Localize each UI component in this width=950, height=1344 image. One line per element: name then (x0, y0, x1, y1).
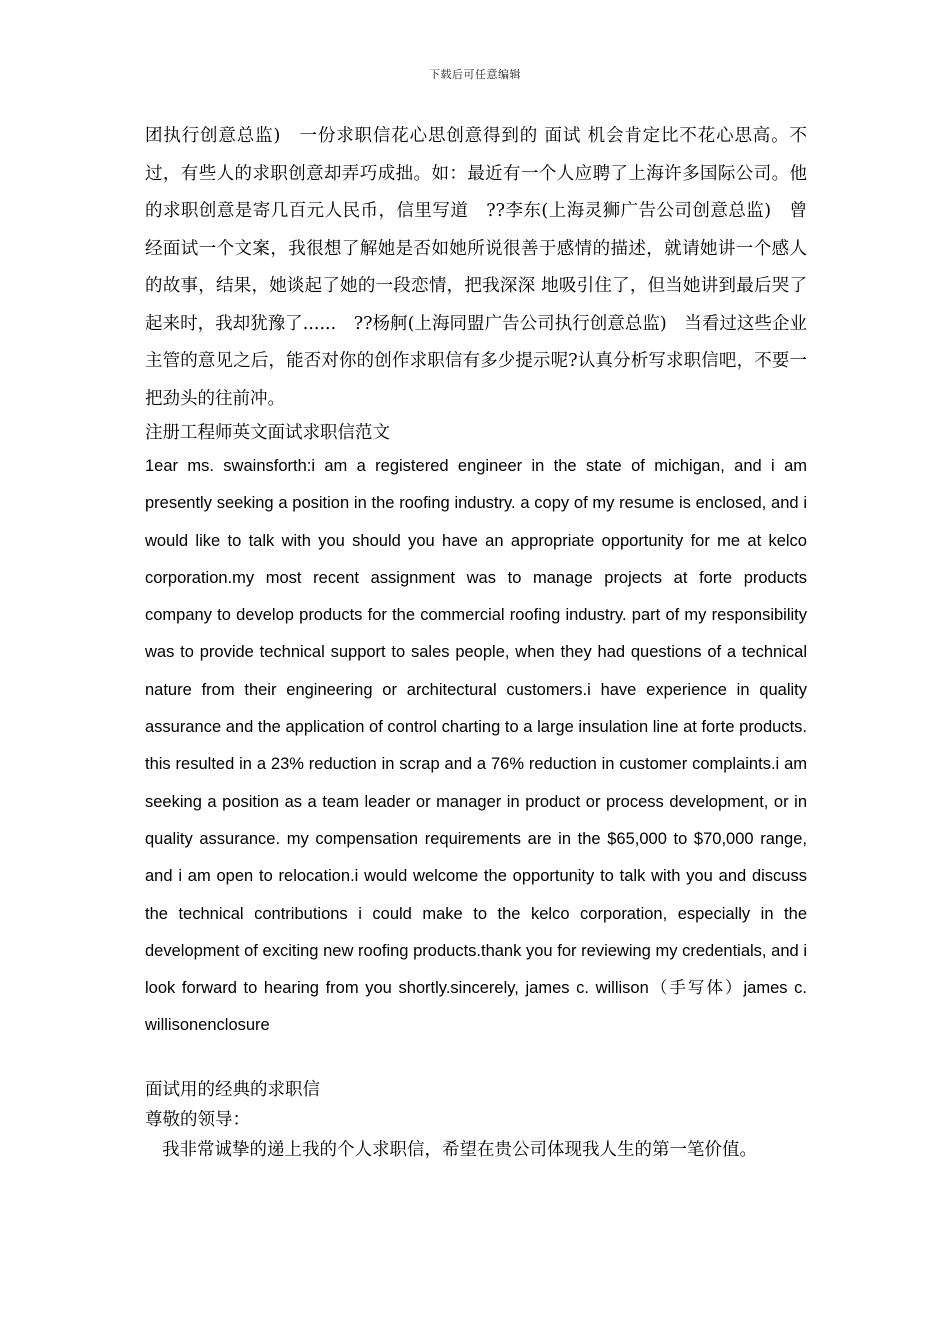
letter-opening-line: 我非常诚挚的递上我的个人求职信，希望在贵公司体现我人生的第一笔价值。 (162, 1139, 757, 1160)
document-body (145, 118, 807, 1165)
page-header: 下载后可任意编辑 (429, 68, 521, 81)
english-cover-letter: 1ear ms. swainsforth:i am a registered engineer in the state of michigan, and i am presently seeking a position in the roofing industry. a copy of my resume is enclosed, and i would like to talk with you should you have an appropriate opportunity for me at kelco corporation.my most recent assignment was to manage projects at forte products company to develop products for the commercial roofing industry. part of my responsibility was to provide technical support to sales people, when they had questions of a technical nature from their engineering or architectural customers.i have experience in quality assurance and the application of control charting to a large insulation line at forte products. this resulted in a 23% reduction in scrap and a 76% reduction in customer complaints.i am seeking a position as a team leader or manager in product or process development, or in quality assurance. my compensation requirements are in the $65,000 to $70,000 range, and i am open to relocation.i would welcome the opportunity to talk with you and discuss the technical contributions i could make to the kelco corporation, especially in the development of exciting new roofing products.thank you for reviewing my credentials, and i look forward to hearing from you shortly.sincerely, james c. willison（手写体）james c. willisonenclosure (145, 457, 807, 1035)
classic-letter-title: 面试用的经典的求职信 (145, 1079, 320, 1100)
advice-paragraph: 团执行创意总监) 一份求职信花心思创意得到的 面试 机会肯定比不花心思高。不过，有些人的求职创意却弄巧成拙。如：最近有一个人应聘了上海许多国际公司。他的求职创意是寄几百元人民币，信里写道 ??李东(上海灵狮广告公司创意总监) 曾经面试一个文案，我很想了解她是否如她所说很善于感情的描述，就请她讲一个感人的故事，结果，她谈起了她的一段恋情，把我深深 地吸引住了，但当她讲到最后哭了起来时，我却犹豫了...... ??杨舸(上海同盟广告公司执行创意总监) 当看过这些企业主管的意见之后，能否对你的创作求职信有多少提示呢?认真分析写求职信吧，不要一把劲头的往前冲。 (145, 126, 807, 409)
letter-salutation: 尊敬的领导： (145, 1109, 250, 1130)
english-letter-title: 注册工程师英文面试求职信范文 (145, 423, 390, 443)
spacer (145, 1045, 807, 1075)
